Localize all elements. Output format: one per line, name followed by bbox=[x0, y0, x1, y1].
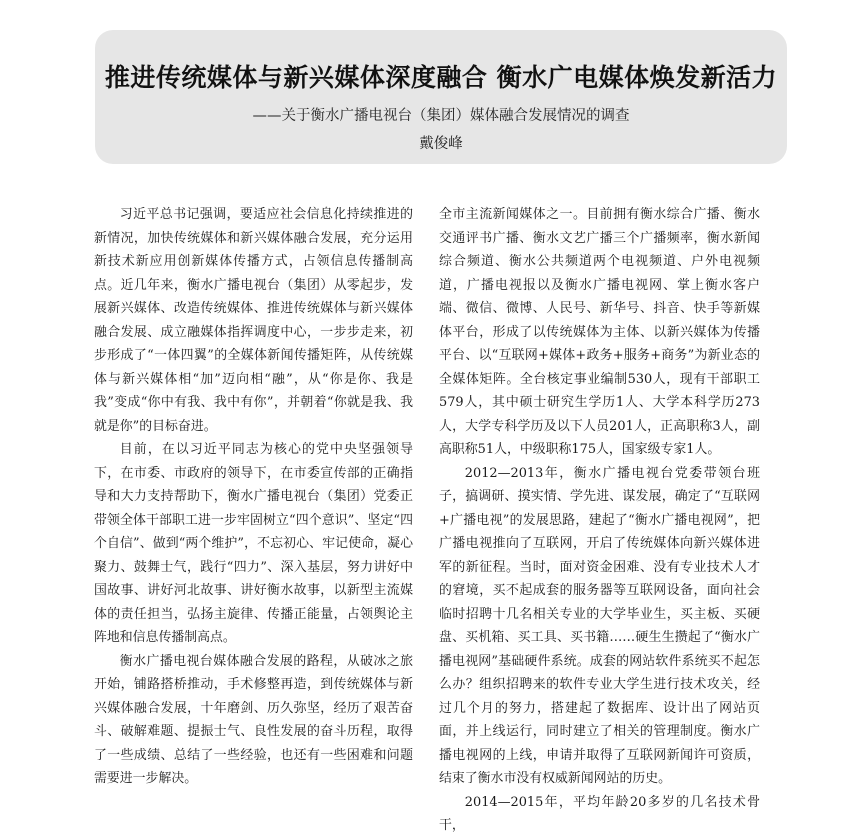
paragraph: 习近平总书记强调，要适应社会信息化持续推进的新情况，加快传统媒体和新兴媒体融合发展，充分运用新技术新应用创新媒体传播方式，占领信息传播制高点。近几年来，衡水广播电视台（集团）从零起步，发展新兴媒体、改造传统媒体、推进传统媒体与新兴媒体融合发展、成立融媒体指挥调度中心，一步步走来，初步形成了“一体四翼”的全媒体新闻传播矩阵，从传统媒体与新兴媒体相“加”迈向相“融”，从“你是你、我是我”变成“你中有我、我中有你”，并朝着“你就是我、我就是你”的目标奋进。 bbox=[94, 207, 413, 434]
paragraph: 2012—2013年，衡水广播电视台党委带领台班子，搞调研、摸实情、学先进、谋发展，确定了“互联网+广播电视”的发展思路，建起了“衡水广播电视网”，把广播电视推向了互联网，开启了传统媒体向新兴媒体进军的新征程。当时，面对资金困难、没有专业技术人才的窘境，买不起成套的服务器等互联网设备，面向社会临时招聘十几名相关专业的大学毕业生，买主板、买硬盘、买机箱、买工具、买书籍……硬生生攒起了“衡水广播电视网”基础硬件系统。成套的网站软件系统买不起怎么办？组织招聘来的软件专业大学生进行技术攻关，经过几个月的努力，搭建起了数据库、设计出了网站页面，并上线运行，同时建立了相关的管理制度。衡水广播电视网的上线，申请并取得了互联网新闻许可资质，结束了衡水市没有权威新闻网站的历史。 bbox=[439, 465, 760, 786]
left-column bbox=[94, 203, 413, 791]
paragraph: 衡水广播电视台媒体融合发展的路程，从破冰之旅开始，铺路搭桥推动，手术修整再造，到传统媒体与新兴媒体融合发展，十年磨剑、历久弥坚，经历了艰苦奋斗、破解难题、提振士气、良性发展的奋斗历程，取得了一些成绩、总结了一些经验，也还有一些困难和问题需要进一步解决。 bbox=[94, 653, 413, 786]
paragraph: 全市主流新闻媒体之一。目前拥有衡水综合广播、衡水交通评书广播、衡水文艺广播三个广播频率，衡水新闻综合频道、衡水公共频道两个电视频道、户外电视频道，广播电视报以及衡水广播电视网、掌上衡水客户端、微信、微博、人民号、新华号、抖音、快手等新媒体平台，形成了以传统媒体为主体、以新兴媒体为传播平台、以“互联网+媒体+政务+服务+商务”为新业态的全媒体矩阵。全台核定事业编制530人，现有干部职工579人，其中硕士研究生学历1人、大学本科学历273人，大学专科学历及以下人员201人，正高职称3人，副高职称51人，中级职称175人，国家级专家1人。 bbox=[439, 207, 760, 457]
paragraph: 2014—2015年，平均年龄20多岁的几名技术骨干， bbox=[439, 794, 760, 833]
article-subtitle: ——关于衡水广播电视台（集团）媒体融合发展情况的调查 bbox=[252, 108, 630, 124]
article-title: 推进传统媒体与新兴媒体深度融合 衡水广电媒体焕发新活力 bbox=[104, 63, 778, 92]
paragraph: 目前，在以习近平同志为核心的党中央坚强领导下，在市委、市政府的领导下，在市委宣传部的正确指导和大力支持帮助下，衡水广播电视台（集团）党委正带领全体干部职工进一步牢固树立“四个意识”、坚定“四个自信”、做到“两个维护”，不忘初心、牢记使命，凝心聚力、鼓舞士气，践行“四力”、深入基层，努力讲好中国故事、讲好河北故事、讲好衡水故事，以新型主流媒体的责任担当，弘扬主旋律、传播正能量，占领舆论主阵地和信息传播制高点。 bbox=[94, 442, 413, 645]
article-author: 戴俊峰 bbox=[419, 136, 463, 152]
right-column bbox=[439, 203, 760, 838]
